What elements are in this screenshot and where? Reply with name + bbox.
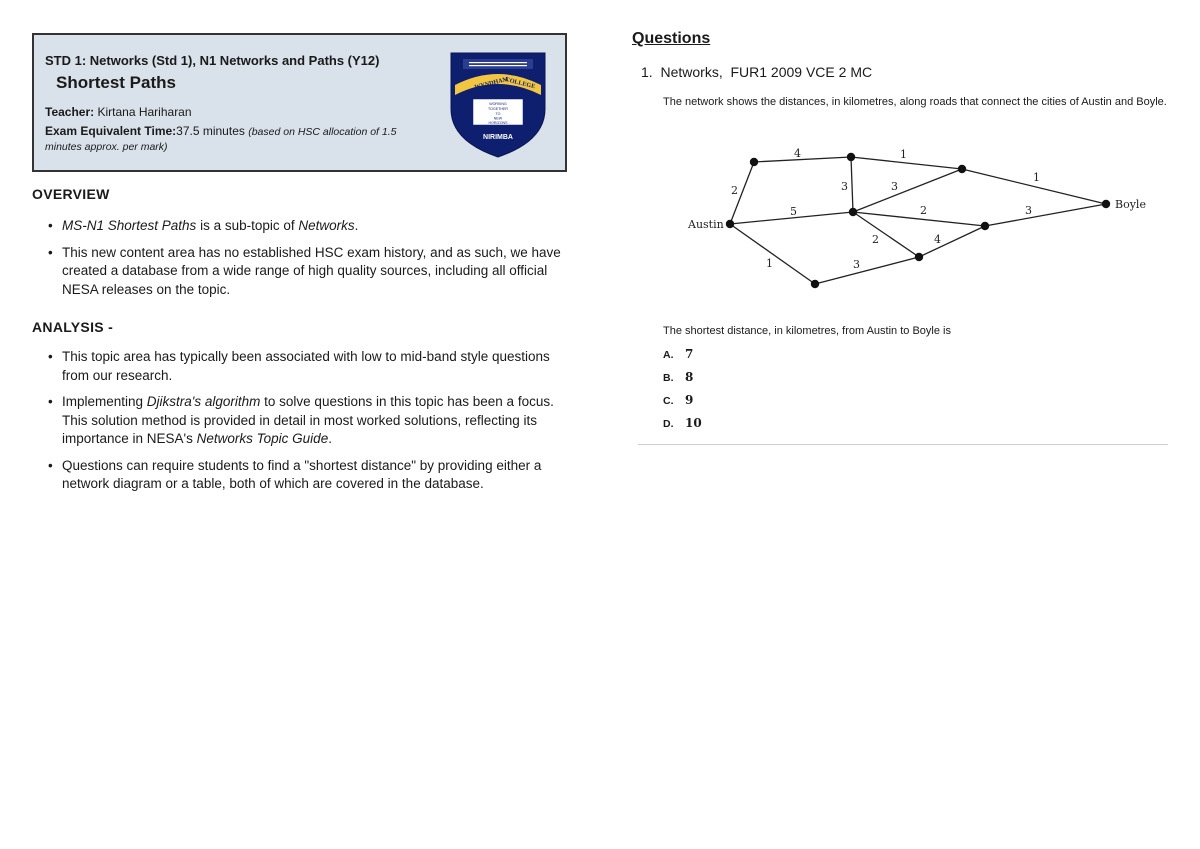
topic-title: Shortest Paths bbox=[56, 73, 176, 92]
logo-motto-4: NEW bbox=[493, 116, 503, 121]
logo-motto-5: HORIZONS bbox=[488, 121, 508, 125]
overview-bullet-2: • This new content area has no established HSC exam history, and as such, we have created a database from a wide range of high quality sources, including all official NESA releases on the topic. bbox=[46, 244, 566, 300]
analysis-em-2b: Networks Topic Guide bbox=[196, 431, 329, 446]
weight-e-d: 2 bbox=[920, 204, 927, 217]
option-d[interactable] bbox=[663, 416, 702, 439]
edge-g-f bbox=[815, 257, 919, 284]
option-a[interactable] bbox=[663, 347, 702, 370]
overview-em-2: Networks bbox=[298, 218, 355, 233]
node-boyle bbox=[1102, 200, 1110, 208]
overview-end-1: . bbox=[354, 218, 359, 233]
answer-options bbox=[663, 347, 702, 439]
analysis-bullet-1: • This topic area has typically been associated with low to mid-band style questions from our research. bbox=[46, 348, 566, 385]
weight-d-boyle: 3 bbox=[1025, 204, 1032, 217]
analysis-end-2: . bbox=[328, 431, 332, 446]
logo-motto-2: TOGETHER bbox=[488, 107, 508, 111]
edge-a-b bbox=[754, 157, 851, 162]
network-diagram bbox=[680, 140, 1160, 300]
weight-e-c: 3 bbox=[891, 180, 898, 193]
analysis-bullet-3: • Questions can require students to find a "shortest distance" by providing either a network diagram or a table, both of which are covered in the database. bbox=[46, 457, 566, 494]
weight-austin-a: 2 bbox=[731, 184, 738, 197]
option-d-letter: D. bbox=[663, 418, 674, 430]
exam-time-value: 37.5 minutes bbox=[176, 124, 245, 138]
analysis-em-2a: Djikstra's algorithm bbox=[146, 394, 261, 409]
logo-name: NIRIMBA bbox=[483, 134, 513, 141]
node-c bbox=[958, 165, 966, 173]
option-c[interactable] bbox=[663, 393, 702, 416]
logo-motto-3: TO bbox=[495, 112, 501, 116]
question-source: Networks, FUR1 2009 VCE 2 MC bbox=[660, 64, 873, 80]
overview-em-1: MS-N1 Shortest Paths bbox=[62, 218, 197, 233]
weight-b-e: 3 bbox=[841, 180, 848, 193]
option-b-letter: B. bbox=[663, 372, 674, 384]
option-a-value: 7 bbox=[685, 347, 694, 361]
analysis-heading: ANALYSIS - bbox=[32, 319, 114, 335]
weight-f-d: 4 bbox=[934, 233, 941, 246]
edge-e-f bbox=[853, 212, 919, 257]
option-c-value: 9 bbox=[685, 393, 694, 407]
edge-austin-g bbox=[730, 224, 815, 284]
node-e bbox=[849, 208, 857, 216]
node-b bbox=[847, 153, 855, 161]
logo-arc-left: WYNDHAM bbox=[473, 75, 510, 91]
teacher-name: Kirtana Hariharan bbox=[97, 105, 192, 119]
analysis-bullet-2 bbox=[46, 393, 566, 449]
node-g bbox=[811, 280, 819, 288]
exam-time-line bbox=[45, 124, 425, 154]
weight-g-f: 3 bbox=[853, 258, 860, 271]
question-body: The network shows the distances, in kilometres, along roads that connect the cities of Austin and Boyle. bbox=[663, 96, 1167, 108]
question-1-title bbox=[641, 64, 872, 80]
weight-b-c: 1 bbox=[900, 148, 907, 161]
label-boyle: Boyle bbox=[1115, 198, 1146, 211]
question-number: 1. bbox=[641, 64, 653, 80]
option-a-letter: A. bbox=[663, 349, 674, 361]
question-divider bbox=[638, 444, 1168, 445]
course-title: STD 1: Networks (Std 1), N1 Networks and Paths (Y12) bbox=[45, 53, 380, 68]
weight-c-boyle: 1 bbox=[1033, 171, 1040, 184]
option-c-letter: C. bbox=[663, 395, 674, 407]
edge-f-d bbox=[919, 226, 985, 257]
edge-e-c bbox=[853, 169, 962, 212]
node-d bbox=[981, 222, 989, 230]
analysis-mid-2: to solve questions in this topic has been a focus. This solution method is provided in detail in most worked solutions, reflecting its importance in NESA's bbox=[62, 394, 554, 446]
weight-austin-g: 1 bbox=[766, 257, 773, 270]
exam-time-note: (based on HSC allocation of 1.5 minutes approx. per mark) bbox=[45, 126, 397, 153]
edge-d-boyle bbox=[985, 204, 1106, 226]
edge-e-d bbox=[853, 212, 985, 226]
overview-bullet-1 bbox=[46, 217, 566, 236]
option-b-value: 8 bbox=[685, 370, 694, 384]
node-f bbox=[915, 253, 923, 261]
weight-a-b: 4 bbox=[794, 147, 801, 160]
option-b[interactable] bbox=[663, 370, 702, 393]
question-stem: The shortest distance, in kilometres, from Austin to Boyle is bbox=[663, 325, 951, 337]
edge-b-e bbox=[851, 157, 853, 212]
questions-heading: Questions bbox=[632, 30, 711, 47]
analysis-list bbox=[46, 348, 566, 502]
label-austin: Austin bbox=[688, 218, 724, 231]
college-crest-logo bbox=[449, 49, 547, 159]
analysis-pre-2: Implementing bbox=[62, 394, 147, 409]
teacher-label: Teacher: bbox=[45, 105, 95, 119]
overview-list bbox=[46, 217, 566, 307]
overview-heading: OVERVIEW bbox=[32, 186, 110, 202]
header-box bbox=[32, 33, 567, 172]
overview-text-1: is a sub-topic of bbox=[196, 218, 299, 233]
option-d-value: 10 bbox=[685, 416, 702, 430]
weight-austin-e: 5 bbox=[790, 205, 797, 218]
exam-time-label: Exam Equivalent Time: bbox=[45, 124, 177, 138]
logo-motto-1: WORKING bbox=[489, 102, 507, 106]
node-austin bbox=[726, 220, 734, 228]
logo-arc-right: COLLEGE bbox=[504, 76, 536, 91]
weight-e-f: 2 bbox=[872, 233, 879, 246]
teacher-line bbox=[45, 105, 192, 119]
node-a bbox=[750, 158, 758, 166]
